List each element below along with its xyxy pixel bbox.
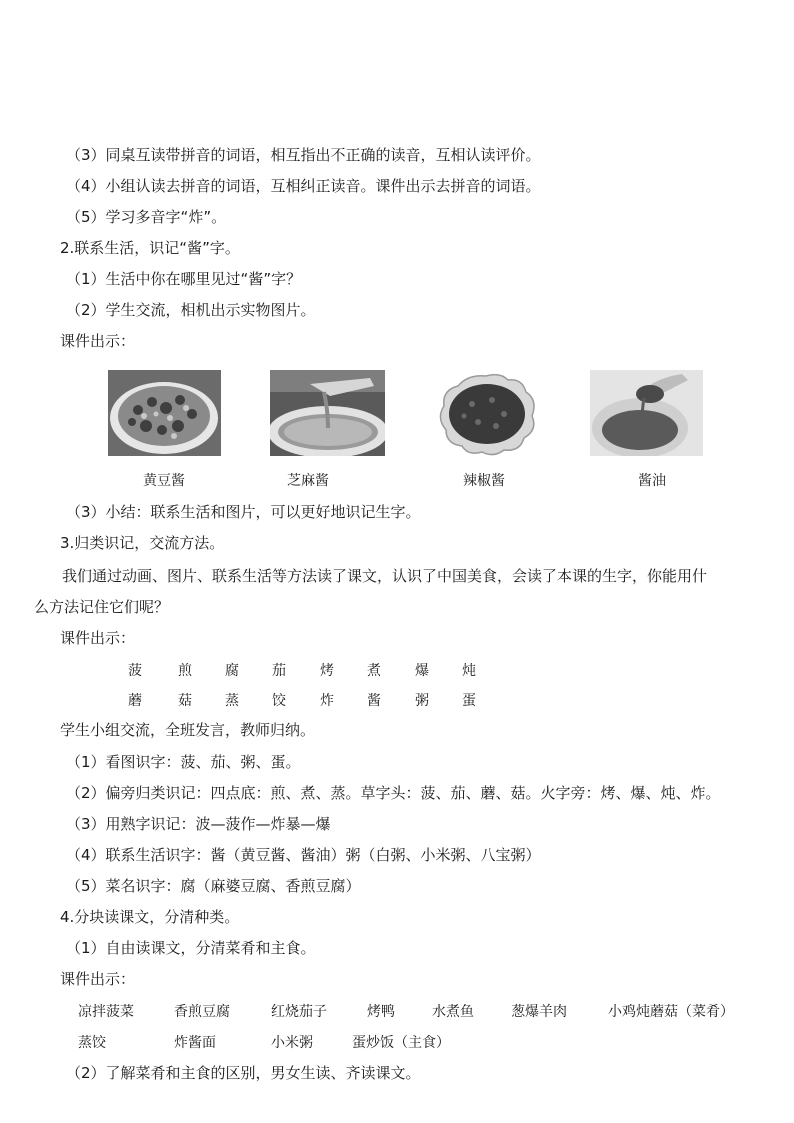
char-item: 蛋 bbox=[462, 693, 476, 709]
char-item: 菇 bbox=[178, 693, 192, 709]
section-2-step-2: （2）学生交流，相机出示实物图片。 bbox=[66, 301, 316, 319]
char-item: 酱 bbox=[367, 693, 381, 709]
courseware-label-3: 课件出示： bbox=[60, 970, 136, 988]
dish-item: 红烧茄子 bbox=[271, 1004, 327, 1020]
dish-item: 小米粥 bbox=[271, 1035, 313, 1051]
section-3-step-2: （2）偏旁归类识记：四点底：煎、煮、蒸。草字头：菠、茄、蘑、菇。火字旁：烤、爆、炖、炸。 bbox=[66, 784, 721, 802]
image-caption: 芝麻酱 bbox=[287, 473, 329, 489]
section-3-paragraph: 学生小组交流，全班发言，教师归纳。 bbox=[60, 721, 316, 739]
char-row-2 bbox=[0, 690, 794, 710]
paragraph-line-1: 我们通过动画、图片、联系生活等方法读了课文，认识了中国美食，会读了本课的生字，你能用什 bbox=[62, 567, 708, 585]
dish-item: 蛋炒饭（主食） bbox=[352, 1035, 450, 1051]
section-3-heading: 3.归类识记，交流方法。 bbox=[60, 534, 225, 552]
char-item: 菠 bbox=[128, 663, 142, 679]
courseware-label-1: 课件出示： bbox=[60, 332, 136, 350]
char-item: 爆 bbox=[415, 663, 429, 679]
dish-item: 烤鸭 bbox=[367, 1004, 395, 1020]
section-3-step-3: （3）用熟字识记：波—菠作—炸暴—爆 bbox=[66, 815, 331, 833]
soybean-paste-photo bbox=[108, 370, 221, 456]
dish-item: 蒸饺 bbox=[78, 1035, 106, 1051]
section-4-step-1: （1）自由读课文，分清菜肴和主食。 bbox=[66, 939, 316, 957]
dish-item: 香煎豆腐 bbox=[174, 1004, 230, 1020]
dish-item: 炸酱面 bbox=[174, 1035, 216, 1051]
section-3-step-4: （4）联系生活识字：酱（黄豆酱、酱油）粥（白粥、小米粥、八宝粥） bbox=[66, 846, 541, 864]
char-item: 蒸 bbox=[225, 693, 239, 709]
step-3-text: （3）同桌互读带拼音的词语，相互指出不正确的读音，互相认读评价。 bbox=[66, 146, 541, 164]
soy-sauce-photo bbox=[590, 370, 703, 456]
char-item: 炖 bbox=[462, 663, 476, 679]
char-item: 腐 bbox=[225, 663, 239, 679]
image-caption: 酱油 bbox=[638, 473, 666, 489]
step-5-text: （5）学习多音字“炸”。 bbox=[66, 208, 227, 226]
chili-sauce-photo bbox=[432, 370, 540, 456]
char-item: 煮 bbox=[367, 663, 381, 679]
char-item: 炸 bbox=[320, 693, 334, 709]
char-item: 茄 bbox=[272, 663, 286, 679]
courseware-label-2: 课件出示： bbox=[60, 629, 136, 647]
section-2-heading: 2.联系生活，识记“酱”字。 bbox=[60, 239, 240, 257]
image-caption: 黄豆酱 bbox=[143, 473, 185, 489]
image-caption: 辣椒酱 bbox=[463, 473, 505, 489]
sesame-paste-photo bbox=[270, 370, 385, 456]
dish-item: 凉拌菠菜 bbox=[78, 1004, 134, 1020]
char-item: 烤 bbox=[320, 663, 334, 679]
dish-item: 水煮鱼 bbox=[432, 1004, 474, 1020]
section-4-heading: 4.分块读课文，分清种类。 bbox=[60, 908, 240, 926]
char-item: 煎 bbox=[178, 663, 192, 679]
char-item: 饺 bbox=[272, 693, 286, 709]
char-row-1 bbox=[0, 660, 794, 680]
dish-item: 葱爆羊肉 bbox=[511, 1004, 567, 1020]
section-3-step-5: （5）菜名识字：腐（麻婆豆腐、香煎豆腐） bbox=[66, 877, 361, 895]
paragraph-line-2: 么方法记住它们呢？ bbox=[34, 598, 170, 616]
section-2-step-3: （3）小结：联系生活和图片，可以更好地识记生字。 bbox=[66, 503, 421, 521]
section-4-step-2: （2）了解菜肴和主食的区别，男女生读、齐读课文。 bbox=[66, 1064, 421, 1082]
section-2-step-1: （1）生活中你在哪里见过“酱”字？ bbox=[66, 270, 302, 288]
section-3-step-1: （1）看图识字：菠、茄、粥、蛋。 bbox=[66, 753, 301, 771]
char-item: 蘑 bbox=[128, 693, 142, 709]
dish-item: 小鸡炖蘑菇（菜肴） bbox=[608, 1004, 734, 1020]
char-item: 粥 bbox=[415, 693, 429, 709]
step-4-text: （4）小组认读去拼音的词语，互相纠正读音。课件出示去拼音的词语。 bbox=[66, 177, 541, 195]
